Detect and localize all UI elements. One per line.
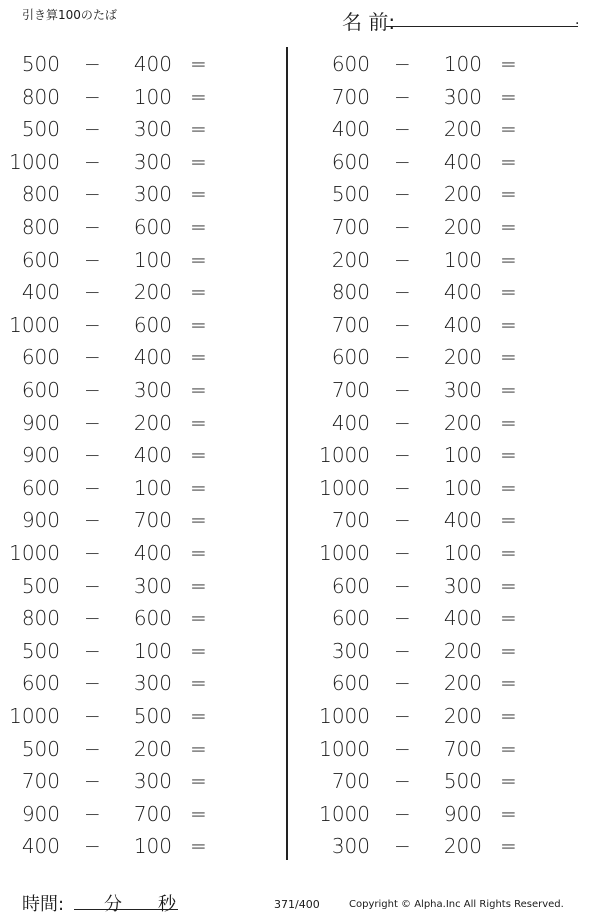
- subtrahend: 400: [443, 280, 482, 305]
- subtrahend: 500: [443, 769, 482, 794]
- equals-sign: =: [190, 704, 207, 728]
- minus-sign: −: [394, 769, 411, 794]
- subtrahend: 400: [443, 312, 482, 337]
- problem-row: [8, 439, 278, 471]
- subtrahend: 200: [443, 345, 482, 370]
- minus-sign: −: [394, 638, 411, 663]
- subtrahend: 700: [443, 736, 482, 761]
- equals-sign: =: [190, 247, 207, 272]
- subtrahend: 700: [133, 508, 172, 533]
- minus-sign: −: [394, 378, 411, 402]
- problem-row: [8, 374, 278, 406]
- minuend: 1000: [9, 704, 60, 728]
- subtrahend: 400: [133, 345, 172, 370]
- minus-sign: −: [394, 736, 411, 761]
- minus-sign: −: [394, 443, 411, 468]
- equals-sign: =: [500, 475, 517, 500]
- minus-sign: −: [84, 573, 101, 598]
- minus-sign: −: [84, 312, 101, 337]
- subtrahend: 100: [443, 475, 482, 500]
- problem-row: [318, 439, 588, 471]
- minuend: 900: [21, 801, 60, 826]
- minus-sign: −: [84, 541, 101, 565]
- problem-row: [318, 211, 588, 243]
- minus-sign: −: [394, 475, 411, 500]
- subtrahend: 600: [133, 312, 172, 337]
- problem-row: [318, 472, 588, 504]
- minuend: 1000: [319, 801, 370, 826]
- problem-row: [8, 244, 278, 276]
- problem-row: [8, 602, 278, 634]
- problem-row: [8, 113, 278, 145]
- problem-row: [8, 48, 278, 80]
- minuend: 600: [331, 149, 370, 174]
- subtrahend: 200: [443, 215, 482, 239]
- equals-sign: =: [190, 834, 207, 859]
- minuend: 1000: [9, 149, 60, 174]
- problem-row: [318, 570, 588, 602]
- minuend: 700: [21, 769, 60, 794]
- problem-row: [318, 798, 588, 830]
- minuend: 1000: [319, 704, 370, 728]
- minuend: 1000: [319, 443, 370, 468]
- minus-sign: −: [394, 247, 411, 272]
- subtrahend: 200: [443, 638, 482, 663]
- subtrahend: 300: [133, 671, 172, 696]
- minus-sign: −: [84, 769, 101, 794]
- problem-row: [8, 635, 278, 667]
- page-number: 371/400: [274, 898, 320, 911]
- subtrahend: 200: [443, 410, 482, 435]
- minuend: 400: [331, 410, 370, 435]
- equals-sign: =: [190, 573, 207, 598]
- equals-sign: =: [500, 704, 517, 728]
- minuend: 1000: [9, 312, 60, 337]
- minuend: 900: [21, 443, 60, 468]
- equals-sign: =: [190, 769, 207, 794]
- equals-sign: =: [190, 801, 207, 826]
- minus-sign: −: [84, 475, 101, 500]
- minuend: 600: [331, 345, 370, 370]
- name-end-mark: .: [575, 12, 580, 28]
- equals-sign: =: [500, 508, 517, 533]
- problem-row: [318, 602, 588, 634]
- subtrahend: 100: [133, 84, 172, 109]
- problem-row: [8, 146, 278, 178]
- subtrahend: 300: [133, 182, 172, 207]
- subtrahend: 300: [133, 769, 172, 794]
- minuend: 400: [331, 117, 370, 142]
- equals-sign: =: [500, 801, 517, 826]
- minuend: 600: [331, 671, 370, 696]
- subtrahend: 200: [443, 182, 482, 207]
- problem-row: [318, 374, 588, 406]
- equals-sign: =: [190, 52, 207, 76]
- equals-sign: =: [500, 84, 517, 109]
- equals-sign: =: [500, 769, 517, 794]
- problem-row: [318, 700, 588, 732]
- problem-row: [8, 407, 278, 439]
- problem-row: [8, 504, 278, 536]
- problem-row: [318, 635, 588, 667]
- minuend: 1000: [319, 736, 370, 761]
- minus-sign: −: [394, 834, 411, 859]
- minus-sign: −: [394, 182, 411, 207]
- minus-sign: −: [84, 443, 101, 468]
- problem-row: [8, 178, 278, 210]
- equals-sign: =: [500, 345, 517, 370]
- subtrahend: 400: [133, 443, 172, 468]
- subtrahend: 200: [133, 280, 172, 305]
- time-label: 時間:: [22, 894, 65, 915]
- problem-row: [318, 178, 588, 210]
- subtrahend: 300: [443, 378, 482, 402]
- equals-sign: =: [190, 280, 207, 305]
- subtrahend: 400: [443, 149, 482, 174]
- equals-sign: =: [500, 671, 517, 696]
- problem-row: [8, 341, 278, 373]
- problem-row: [8, 765, 278, 797]
- minus-sign: −: [394, 280, 411, 305]
- minus-sign: −: [84, 149, 101, 174]
- minus-sign: −: [84, 606, 101, 631]
- equals-sign: =: [190, 410, 207, 435]
- problem-row: [318, 276, 588, 308]
- problem-row: [318, 48, 588, 80]
- problem-row: [318, 733, 588, 765]
- equals-sign: =: [500, 117, 517, 142]
- minus-sign: −: [394, 801, 411, 826]
- minuend: 800: [21, 84, 60, 109]
- equals-sign: =: [190, 606, 207, 631]
- minuend: 800: [21, 606, 60, 631]
- minuend: 800: [331, 280, 370, 305]
- problem-row: [318, 537, 588, 569]
- problem-row: [8, 830, 278, 862]
- minuend: 500: [21, 117, 60, 142]
- minus-sign: −: [84, 834, 101, 859]
- subtrahend: 200: [443, 704, 482, 728]
- seconds-label: 秒: [158, 894, 176, 915]
- equals-sign: =: [190, 312, 207, 337]
- equals-sign: =: [190, 345, 207, 370]
- subtrahend: 400: [133, 541, 172, 565]
- equals-sign: =: [500, 182, 517, 207]
- minuend: 1000: [9, 541, 60, 565]
- problem-row: [318, 113, 588, 145]
- minuend: 300: [331, 638, 370, 663]
- subtrahend: 300: [133, 378, 172, 402]
- equals-sign: =: [190, 475, 207, 500]
- minus-sign: −: [394, 117, 411, 142]
- minus-sign: −: [84, 345, 101, 370]
- copyright-notice: Copyright © Alpha.Inc All Rights Reserved.: [349, 899, 564, 910]
- problem-row: [318, 146, 588, 178]
- equals-sign: =: [500, 834, 517, 859]
- minus-sign: −: [84, 410, 101, 435]
- problem-row: [318, 81, 588, 113]
- equals-sign: =: [190, 215, 207, 239]
- subtrahend: 300: [443, 573, 482, 598]
- minus-sign: −: [84, 182, 101, 207]
- minuend: 500: [331, 182, 370, 207]
- minuend: 700: [331, 769, 370, 794]
- subtrahend: 100: [133, 638, 172, 663]
- subtrahend: 100: [443, 247, 482, 272]
- name-field-line: [386, 26, 578, 27]
- minus-sign: −: [394, 671, 411, 696]
- subtrahend: 100: [443, 52, 482, 76]
- equals-sign: =: [500, 149, 517, 174]
- subtrahend: 300: [133, 573, 172, 598]
- equals-sign: =: [500, 52, 517, 76]
- minuend: 800: [21, 215, 60, 239]
- subtrahend: 100: [133, 475, 172, 500]
- equals-sign: =: [500, 541, 517, 565]
- problem-row: [8, 211, 278, 243]
- minuend: 900: [21, 508, 60, 533]
- problem-row: [8, 667, 278, 699]
- problem-row: [8, 798, 278, 830]
- minuend: 1000: [319, 541, 370, 565]
- minus-sign: −: [394, 606, 411, 631]
- minus-sign: −: [84, 508, 101, 533]
- worksheet-title: 引き算100のたば: [22, 8, 117, 22]
- minuend: 700: [331, 378, 370, 402]
- equals-sign: =: [190, 508, 207, 533]
- problem-row: [8, 700, 278, 732]
- minuend: 700: [331, 215, 370, 239]
- equals-sign: =: [190, 671, 207, 696]
- column-divider: [286, 47, 288, 860]
- equals-sign: =: [500, 215, 517, 239]
- minuend: 600: [21, 475, 60, 500]
- problem-row: [8, 733, 278, 765]
- subtrahend: 100: [133, 834, 172, 859]
- equals-sign: =: [190, 117, 207, 142]
- minuend: 600: [21, 671, 60, 696]
- problem-row: [8, 537, 278, 569]
- subtrahend: 100: [133, 247, 172, 272]
- subtrahend: 200: [443, 834, 482, 859]
- subtrahend: 100: [443, 443, 482, 468]
- subtrahend: 200: [443, 117, 482, 142]
- equals-sign: =: [190, 149, 207, 174]
- problem-row: [8, 472, 278, 504]
- minuend: 600: [21, 345, 60, 370]
- minuend: 600: [331, 573, 370, 598]
- equals-sign: =: [500, 638, 517, 663]
- minus-sign: −: [84, 801, 101, 826]
- minus-sign: −: [84, 736, 101, 761]
- name-label: 名 前:: [342, 10, 396, 34]
- minus-sign: −: [84, 117, 101, 142]
- problem-row: [318, 667, 588, 699]
- minuend: 600: [331, 606, 370, 631]
- equals-sign: =: [500, 312, 517, 337]
- minuend: 400: [21, 280, 60, 305]
- subtrahend: 700: [133, 801, 172, 826]
- minus-sign: −: [394, 573, 411, 598]
- equals-sign: =: [500, 410, 517, 435]
- equals-sign: =: [190, 541, 207, 565]
- minuend: 500: [21, 52, 60, 76]
- minuend: 500: [21, 736, 60, 761]
- minus-sign: −: [394, 215, 411, 239]
- problem-row: [8, 81, 278, 113]
- problem-row: [318, 407, 588, 439]
- subtrahend: 300: [443, 84, 482, 109]
- minus-sign: −: [394, 149, 411, 174]
- minus-sign: −: [84, 704, 101, 728]
- equals-sign: =: [500, 736, 517, 761]
- minuend: 500: [21, 573, 60, 598]
- minuend: 1000: [319, 475, 370, 500]
- problem-row: [318, 504, 588, 536]
- equals-sign: =: [500, 247, 517, 272]
- minus-sign: −: [84, 52, 101, 76]
- subtrahend: 400: [133, 52, 172, 76]
- problem-row: [318, 765, 588, 797]
- minus-sign: −: [394, 704, 411, 728]
- minuend: 700: [331, 508, 370, 533]
- equals-sign: =: [500, 443, 517, 468]
- subtrahend: 300: [133, 117, 172, 142]
- problem-row: [8, 570, 278, 602]
- problem-row: [318, 341, 588, 373]
- equals-sign: =: [500, 378, 517, 402]
- equals-sign: =: [190, 443, 207, 468]
- minuend: 400: [21, 834, 60, 859]
- equals-sign: =: [500, 280, 517, 305]
- subtrahend: 200: [133, 410, 172, 435]
- minuend: 200: [331, 247, 370, 272]
- minus-sign: −: [84, 84, 101, 109]
- minuend: 700: [331, 84, 370, 109]
- problem-row: [8, 276, 278, 308]
- minuend: 600: [21, 378, 60, 402]
- minuend: 500: [21, 638, 60, 663]
- equals-sign: =: [190, 378, 207, 402]
- minuend: 700: [331, 312, 370, 337]
- subtrahend: 400: [443, 508, 482, 533]
- equals-sign: =: [190, 638, 207, 663]
- problem-row: [318, 244, 588, 276]
- minus-sign: −: [84, 247, 101, 272]
- problem-row: [8, 309, 278, 341]
- minus-sign: −: [84, 638, 101, 663]
- subtrahend: 400: [443, 606, 482, 631]
- equals-sign: =: [190, 182, 207, 207]
- minus-sign: −: [394, 52, 411, 76]
- subtrahend: 600: [133, 215, 172, 239]
- minus-sign: −: [84, 215, 101, 239]
- subtrahend: 600: [133, 606, 172, 631]
- problem-row: [318, 309, 588, 341]
- subtrahend: 500: [133, 704, 172, 728]
- minus-sign: −: [84, 671, 101, 696]
- minutes-label: 分: [104, 894, 122, 915]
- minuend: 600: [331, 52, 370, 76]
- minus-sign: −: [394, 508, 411, 533]
- equals-sign: =: [190, 736, 207, 761]
- minuend: 800: [21, 182, 60, 207]
- minuend: 300: [331, 834, 370, 859]
- minuend: 600: [21, 247, 60, 272]
- minus-sign: −: [394, 541, 411, 565]
- subtrahend: 100: [443, 541, 482, 565]
- minus-sign: −: [84, 378, 101, 402]
- minus-sign: −: [394, 345, 411, 370]
- problem-row: [318, 830, 588, 862]
- minus-sign: −: [394, 410, 411, 435]
- equals-sign: =: [500, 606, 517, 631]
- minus-sign: −: [394, 84, 411, 109]
- minus-sign: −: [394, 312, 411, 337]
- equals-sign: =: [190, 84, 207, 109]
- subtrahend: 900: [443, 801, 482, 826]
- minus-sign: −: [84, 280, 101, 305]
- minuend: 900: [21, 410, 60, 435]
- subtrahend: 200: [133, 736, 172, 761]
- subtrahend: 300: [133, 149, 172, 174]
- equals-sign: =: [500, 573, 517, 598]
- subtrahend: 200: [443, 671, 482, 696]
